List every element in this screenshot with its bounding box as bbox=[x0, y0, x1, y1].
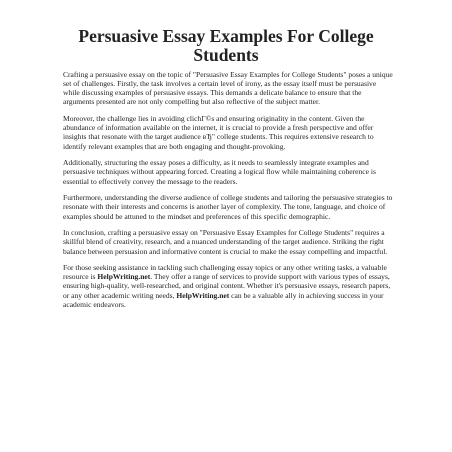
paragraph-1: Crafting a persuasive essay on the topic of "Persuasive Essay Examples for College Students" poses a unique set of challenges. Firstly, the task involves a certain level of irony, as the essay itself must be persuasive while discussing examples of persuasive essays. This demands a delicate balance to ensure that the arguments presented are not only compelling but also reflective of the subject matter. bbox=[63, 70, 393, 107]
paragraph-6-text-c: can be a valuable ally in achieving success in your academic endeavors. bbox=[63, 290, 384, 309]
document-title: Persuasive Essay Examples For College Students bbox=[78, 26, 374, 65]
paragraph-6-text-a: For those seeking assistance in tackling such challenging essay topics or any other writing tasks, a valuable resource is bbox=[63, 263, 387, 282]
paragraph-2: Moreover, the challenge lies in avoiding clichГ©s and ensuring originality in the content. Given the abundance of information available on the internet, it is crucial to provide a fresh perspective and offer insights that resonate with the target audience вЂ" college students. This requires extensive research to identify relevant examples that are both engaging and thought-provoking. bbox=[63, 114, 374, 151]
brand-name-first: HelpWriting.net bbox=[97, 272, 151, 282]
document-body bbox=[63, 70, 393, 316]
paragraph-3: Additionally, structuring the essay poses a difficulty, as it needs to seamlessly integrate examples and persuasive techniques without appearing forced. Creating a logical flow while maintaining coherence is essential to effectively convey the message to the readers. bbox=[63, 158, 376, 186]
paragraph-6-text-b: . They offer a range of services to provide support with various types of essays, ensuring high-quality, well-researched, and original content. Whether it's persuasive essays, research papers, or any other academic writing needs, bbox=[63, 272, 391, 300]
paragraph-6 bbox=[63, 263, 393, 309]
paragraph-4: Furthermore, understanding the diverse audience of college students and tailoring the persuasive strategies to resonate with their interests and concerns is another layer of complexity. The tone, language, and choice of examples should be attuned to the mindset and preferences of this specific demographic. bbox=[63, 193, 393, 221]
paragraph-5: In conclusion, crafting a persuasive essay on "Persuasive Essay Examples for College Students" requires a skillful blend of creativity, research, and a nuanced understanding of the target audience. Striking the right balance between persuasion and informative content is crucial to make the essay compelling and impactful. bbox=[63, 228, 388, 256]
brand-name-second: HelpWriting.net bbox=[176, 290, 230, 300]
